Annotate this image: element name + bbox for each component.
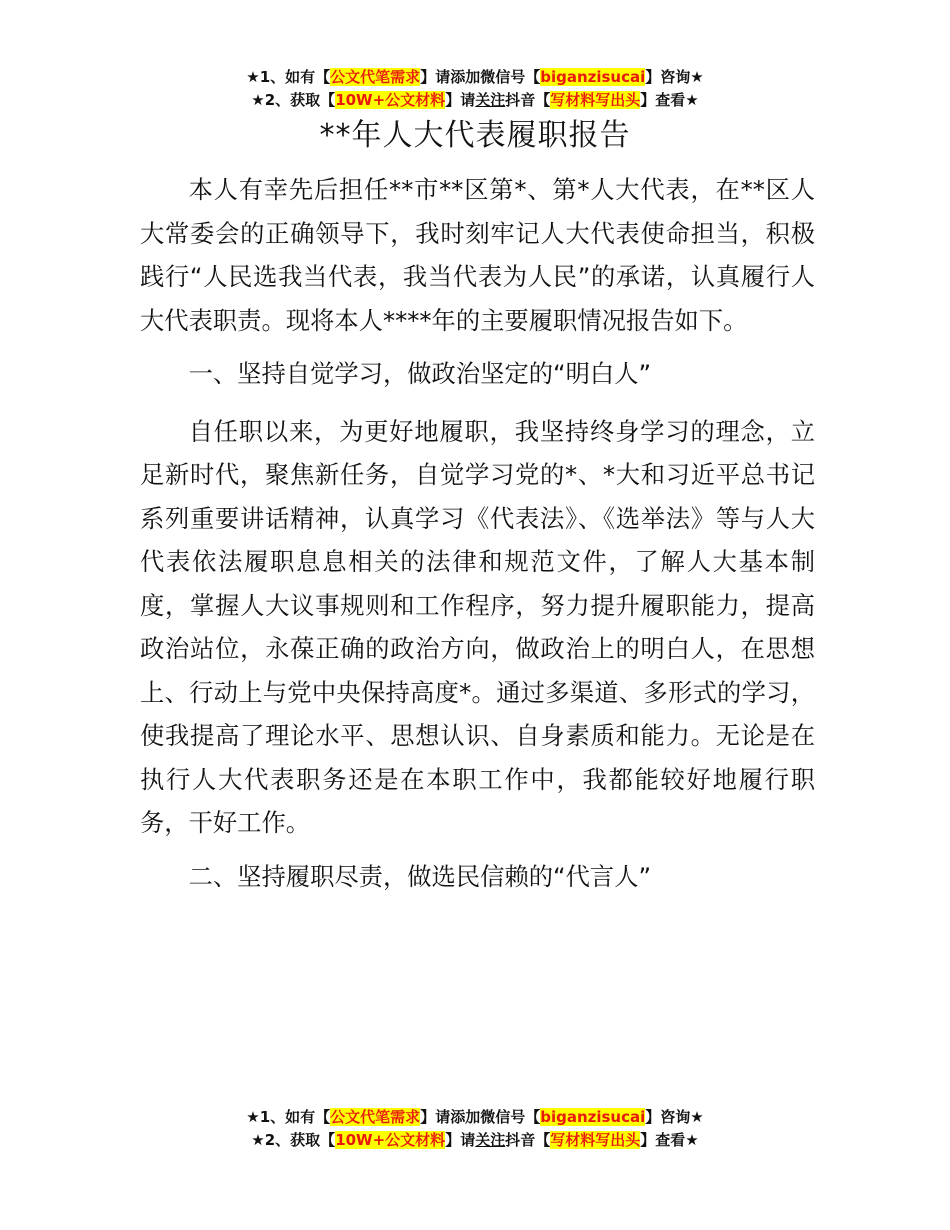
- promo-line-2: [0, 89, 950, 112]
- promo-text: 】请: [445, 1131, 476, 1149]
- promo-text: 】查看★: [640, 91, 699, 109]
- promo-text: ★1、如有【: [246, 1108, 331, 1126]
- promo-underlined: 关注: [475, 91, 506, 109]
- document-title: **年人大代表履职报告: [319, 118, 631, 153]
- promo-text: 抖音【: [505, 91, 551, 109]
- footer-promo-banner: [0, 1106, 950, 1152]
- header-promo-banner: [0, 66, 950, 112]
- promo-highlight: 公文代笔需求: [330, 68, 421, 86]
- promo-underlined: 关注: [475, 1131, 506, 1149]
- promo-highlight-wechat: biganzisucai: [540, 1108, 646, 1126]
- promo-text: 】查看★: [640, 1131, 699, 1149]
- promo-text: 】请添加微信号【: [420, 68, 541, 86]
- document-body: [140, 168, 815, 912]
- promo-highlight-douyin: 写材料写出头: [550, 1131, 641, 1149]
- promo-text: 】咨询★: [645, 1108, 704, 1126]
- promo-highlight-wechat: biganzisucai: [540, 68, 646, 86]
- promo-highlight: 10W+公文材料: [335, 1131, 446, 1149]
- promo-line-1: [0, 1106, 950, 1129]
- promo-text: 抖音【: [505, 1131, 551, 1149]
- section-heading: 二、坚持履职尽责，做选民信赖的“代言人”: [188, 861, 652, 891]
- body-paragraph: 本人有幸先后担任**市**区第*、第*人大代表，在**区人大常委会的正确领导下，我时刻牢记人大代表使命担当，积极践行“人民选我当代表，我当代表为人民”的承诺，认真履行人大代表职责。现将本人****年的主要履职情况报告如下。: [140, 175, 815, 335]
- promo-text: 】咨询★: [645, 68, 704, 86]
- section-heading: 一、坚持自觉学习，做政治坚定的“明白人”: [188, 359, 652, 388]
- promo-highlight: 10W+公文材料: [335, 91, 446, 109]
- promo-text: ★2、获取【: [251, 1131, 336, 1149]
- promo-line-2: [0, 1129, 950, 1152]
- promo-text: ★2、获取【: [251, 91, 336, 109]
- promo-highlight-douyin: 写材料写出头: [550, 91, 641, 109]
- promo-line-1: [0, 66, 950, 89]
- body-paragraph: 自任职以来，为更好地履职，我坚持终身学习的理念，立足新时代，聚焦新任务，自觉学习党的*、*大和习近平总书记系列重要讲话精神，认真学习《代表法》、《选举法》等与人大代表依法履职息息相关的法律和规范文件，了解人大基本制度，掌握人大议事规则和工作程序，努力提升履职能力，提高政治站位，永葆正确的政治方向，做政治上的明白人，在思想上、行动上与党中央保持高度*。通过多渠道、多形式的学习，使我提高了理论水平、思想认识、自身素质和能力。无论是在执行人大代表职务还是在本职工作中，我都能较好地履行职务，干好工作。: [140, 416, 815, 837]
- promo-highlight: 公文代笔需求: [330, 1108, 421, 1126]
- promo-text: 】请添加微信号【: [420, 1108, 541, 1126]
- promo-text: 】请: [445, 91, 476, 109]
- promo-text: ★1、如有【: [246, 68, 331, 86]
